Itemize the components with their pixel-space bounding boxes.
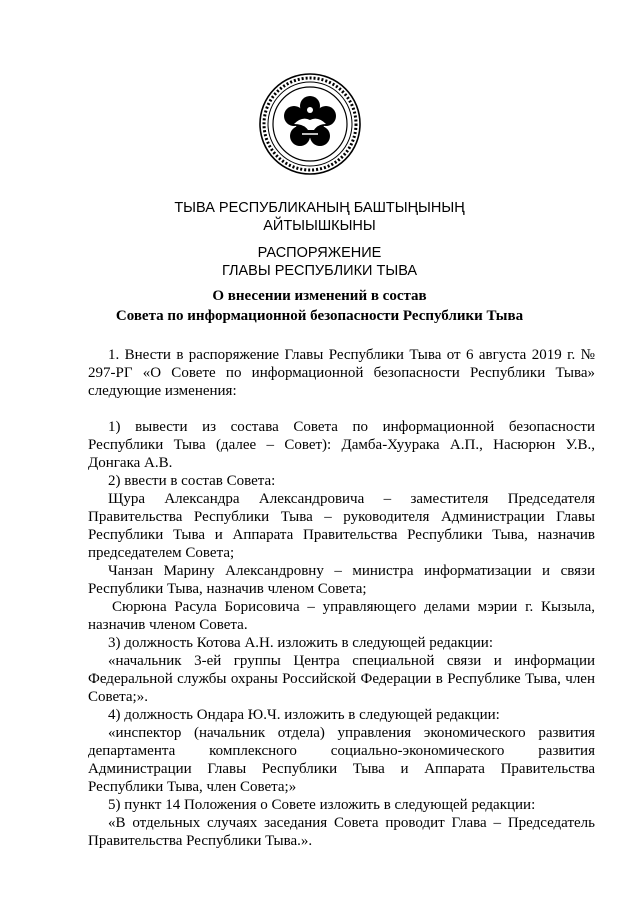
paragraph-item-1: 1) вывести из состава Совета по информационной безопасности Республики Тыва (далее – Совет): Дамба-Хуурака А.П., Насюрюн У.В., Донгака А.В.: [88, 419, 595, 471]
paragraph-quote-kotov: «начальник 3-ей группы Центра специальной связи и информации Федеральной службы охраны Российской Федерации в Республике Тыва, член Совета;».: [88, 653, 595, 705]
paragraph-1: 1. Внести в распоряжение Главы Республики Тыва от 6 августа 2019 г. № 297-РГ «О Совете по информационной безопасности Республики Тыва» следующие изменения:: [88, 347, 595, 399]
paragraph-item-3: 3) должность Котова А.Н. изложить в следующей редакции:: [108, 635, 494, 651]
document-body: [88, 346, 595, 850]
paragraph-quote-ondar: «инспектор (начальник отдела) управления экономического развития департамента комплексного социально-экономического развития Администрации Главы Республики Тыва и Аппарата Правительства Республики Тыва, член Совета;»: [88, 725, 595, 795]
document-title-line2: Совета по информационной безопасности Республики Тыва: [115, 308, 524, 324]
coat-of-arms-icon: [258, 72, 362, 176]
header-tuvan-line2: АЙТЫЫШКЫНЫ: [263, 218, 376, 234]
header-russian: [0, 244, 639, 280]
document-title-line1: О внесении изменений в состав: [212, 288, 427, 304]
paragraph-member-shchur: Щура Александра Александровича – заместителя Председателя Правительства Республики Тыва – руководителя Администрации Главы Республики Тыва и Аппарата Правительства Республики Тыва, назначив председателем Совета;: [88, 491, 595, 561]
paragraph-quote-item-14: «В отдельных случаях заседания Совета проводит Глава – Председатель Правительства Республики Тыва.».: [88, 815, 595, 849]
paragraph-item-2: 2) ввести в состав Совета:: [108, 473, 276, 489]
header-tuvan: [0, 199, 639, 235]
paragraph-item-5: 5) пункт 14 Положения о Совете изложить в следующей редакции:: [108, 797, 536, 813]
document-title: [0, 286, 639, 326]
header-russian-line1: РАСПОРЯЖЕНИЕ: [257, 245, 382, 261]
paragraph-member-syuryun: Сюрюна Расула Борисовича – управляющего делами мэрии г. Кызыла, назначив членом Совета.: [88, 599, 595, 633]
paragraph-member-chanzan: Чанзан Марину Александровну – министра информатизации и связи Республики Тыва, назначив членом Совета;: [88, 563, 595, 597]
paragraph-item-4: 4) должность Ондара Ю.Ч. изложить в следующей редакции:: [108, 707, 500, 723]
header-tuvan-line1: ТЫВА РЕСПУБЛИКАНЫҢ БАШТЫҢЫНЫҢ: [174, 200, 465, 216]
header-russian-line2: ГЛАВЫ РЕСПУБЛИКИ ТЫВА: [221, 263, 418, 279]
